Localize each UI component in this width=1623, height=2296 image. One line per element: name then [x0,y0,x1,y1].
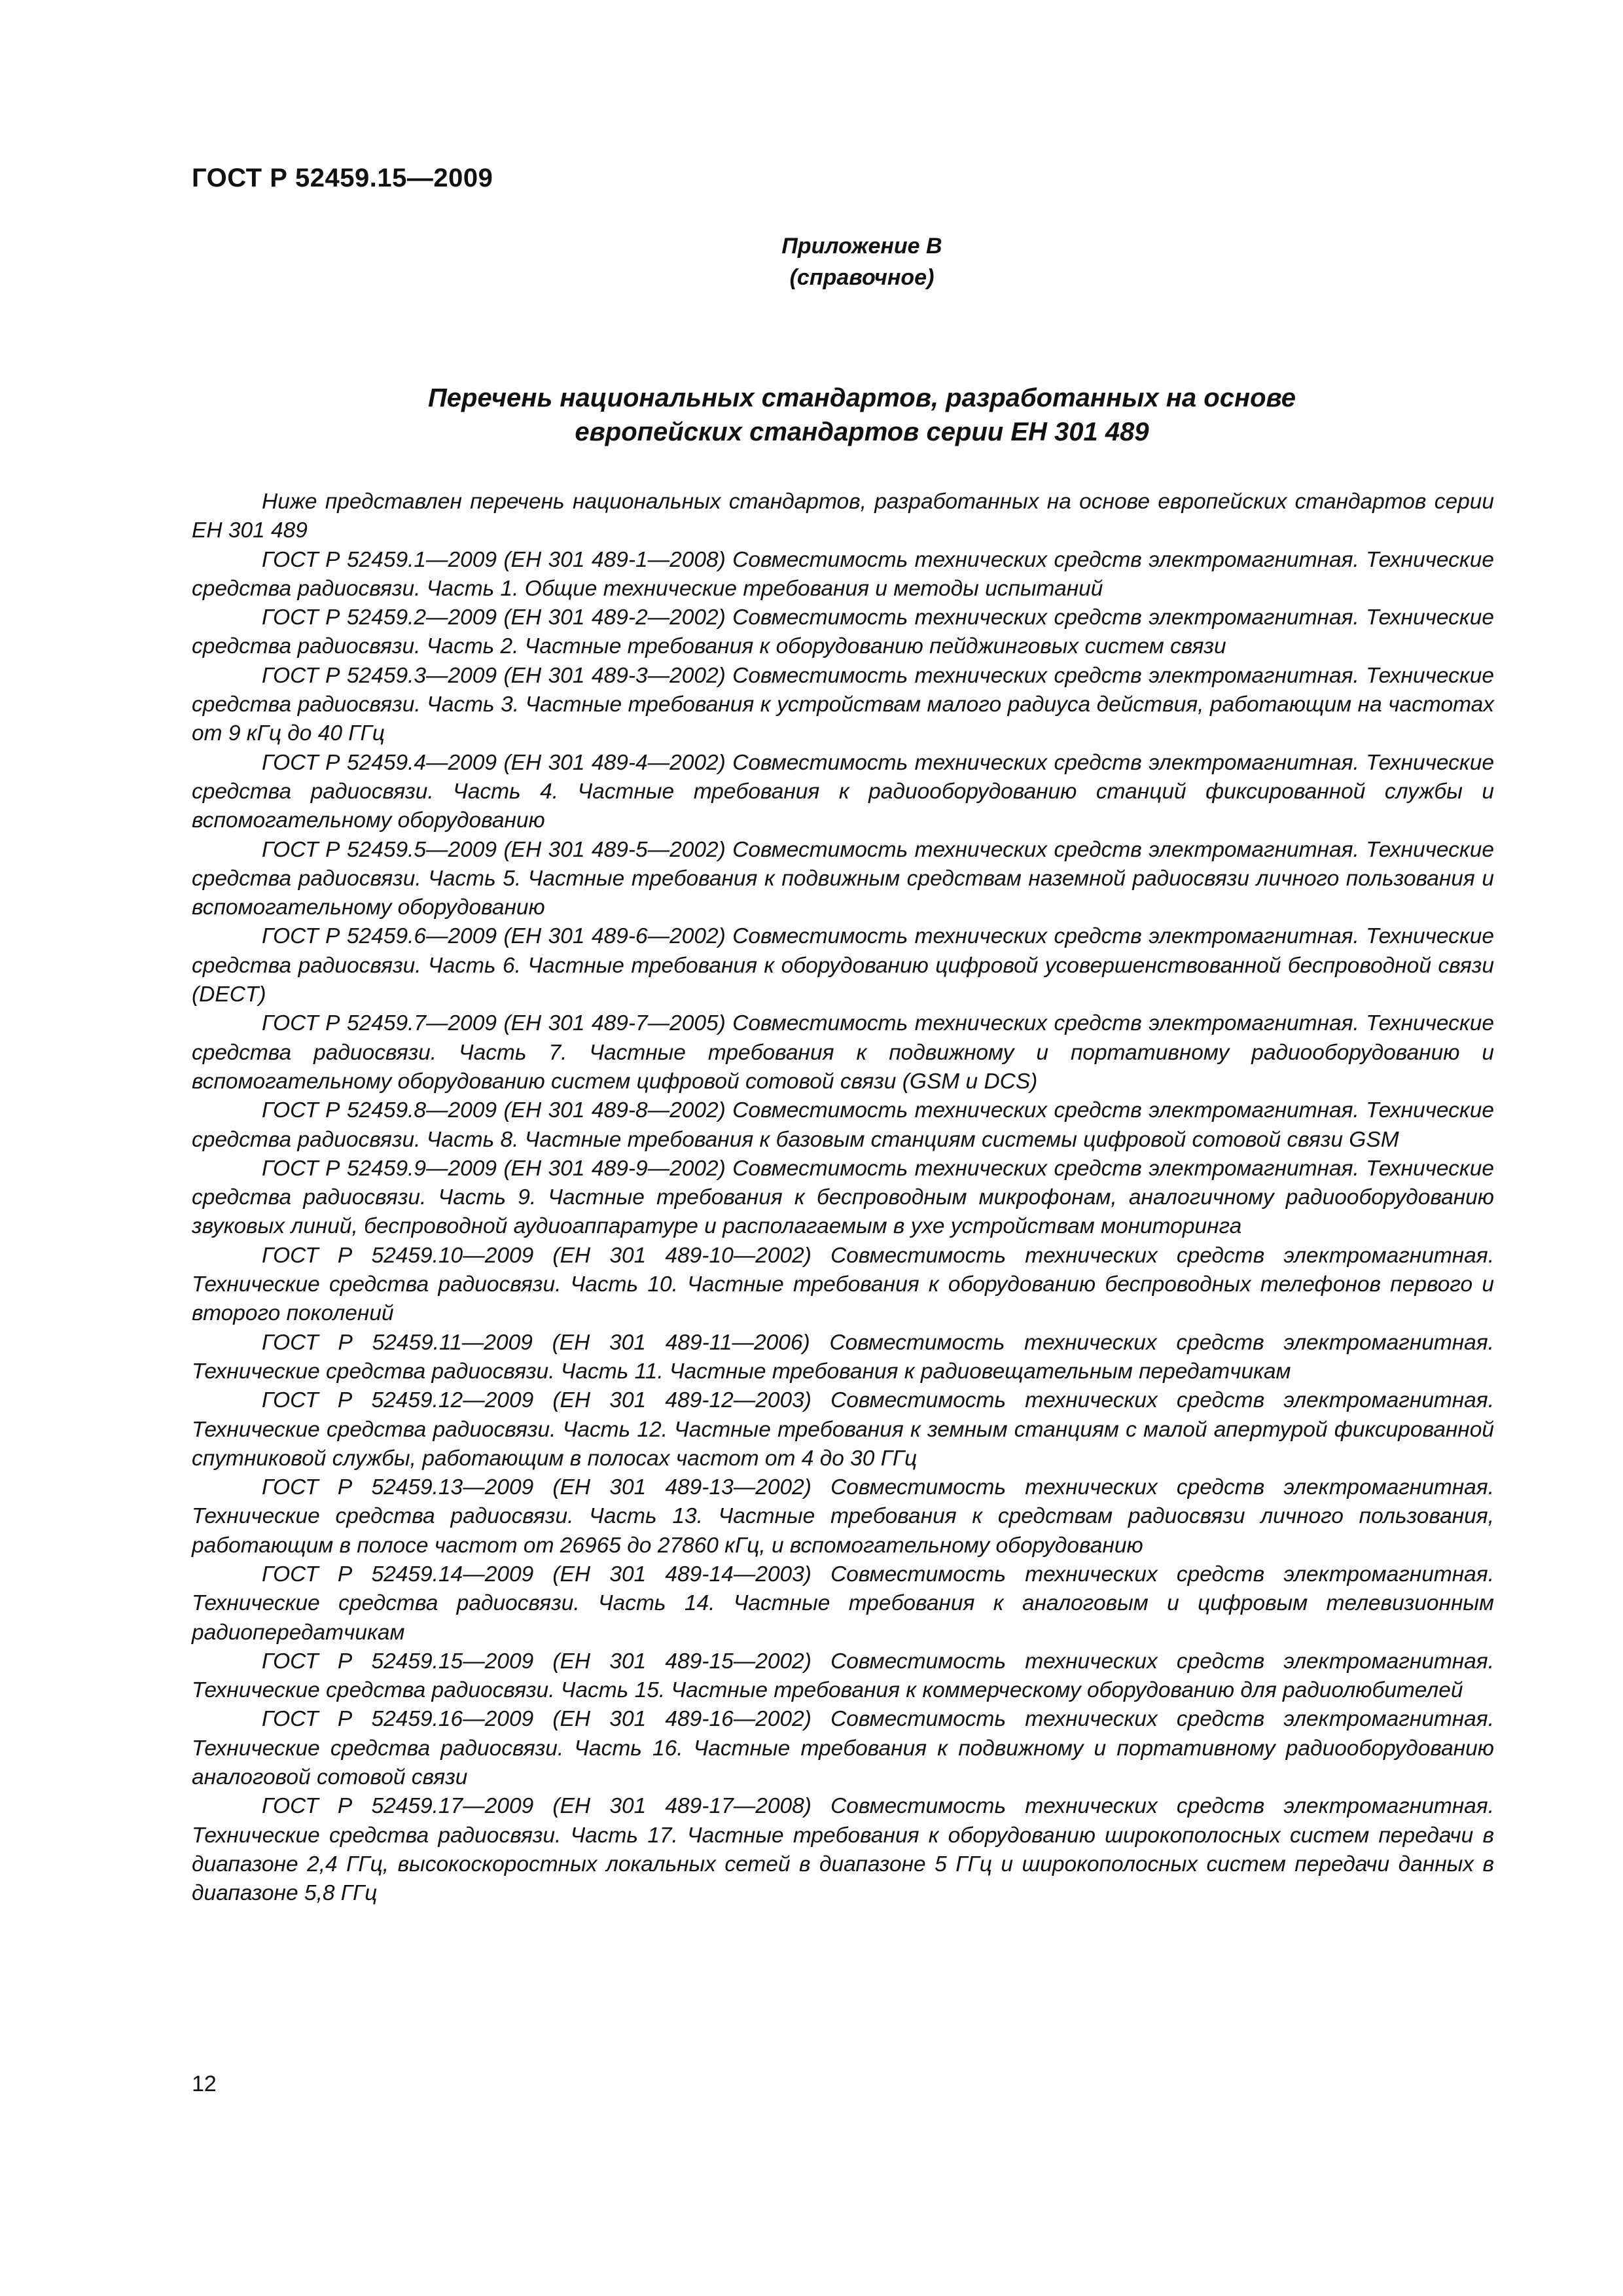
standard-entry: ГОСТ Р 52459.12—2009 (ЕН 301 489-12—2003) Совместимость технических средств электромагнитная. Технические средства радиосвязи. Часть 12. Частные требования к земным станциям с малой апертурой фиксированной спутниковой службы, работающим в полосах частот от 4 до 30 ГГц [192,1388,1494,1471]
appendix-label: Приложение В [781,234,942,259]
standards-list [192,488,1494,1909]
section-title-line-1: Перечень национальных стандартов, разработанных на основе [428,384,1296,412]
document-code-header: ГОСТ Р 52459.15—2009 [192,164,493,192]
standard-entry: ГОСТ Р 52459.16—2009 (ЕН 301 489-16—2002) Совместимость технических средств электромагнитная. Технические средства радиосвязи. Часть 16. Частные требования к подвижному и портативному радиооборудованию аналоговой сотовой связи [192,1707,1494,1790]
standard-entry: ГОСТ Р 52459.7—2009 (ЕН 301 489-7—2005) Совместимость технических средств электромагнитная. Технические средства радиосвязи. Часть 7. Частные требования к подвижному и портативному радиооборудованию и вспомогательному оборудованию систем цифровой сотовой связи (GSM и DCS) [192,1011,1494,1094]
intro-paragraph: Ниже представлен перечень национальных стандартов, разработанных на основе европейских стандартов серии ЕН 301 489 [192,490,1494,543]
section-title-line-2: европейских стандартов серии ЕН 301 489 [575,418,1149,446]
standard-entry: ГОСТ Р 52459.6—2009 (ЕН 301 489-6—2002) Совместимость технических средств электромагнитная. Технические средства радиосвязи. Часть 6. Частные требования к оборудованию цифровой усовершенствованной беспроводной связи (DECT) [192,924,1494,1007]
standard-entry: ГОСТ Р 52459.5—2009 (ЕН 301 489-5—2002) Совместимость технических средств электромагнитная. Технические средства радиосвязи. Часть 5. Частные требования к подвижным средствам наземной радиосвязи личного пользования и вспомогательному оборудованию [192,837,1494,920]
standard-entry: ГОСТ Р 52459.13—2009 (ЕН 301 489-13—2002) Совместимость технических средств электромагнитная. Технические средства радиосвязи. Часть 13. Частные требования к средствам радиосвязи личного пользования, работающим в полосе частот от 26965 до 27860 кГц, и вспомогательному оборудованию [192,1475,1494,1558]
standard-entry: ГОСТ Р 52459.17—2009 (ЕН 301 489-17—2008) Совместимость технических средств электромагнитная. Технические средства радиосвязи. Часть 17. Частные требования к оборудованию широкополосных систем передачи в диапазоне 2,4 ГГц, высокоскоростных локальных сетей в диапазоне 5 ГГц и широкополосных систем передачи данных в диапазоне 5,8 ГГц [192,1794,1494,1906]
page-number: 12 [192,2072,217,2096]
standard-entry: ГОСТ Р 52459.9—2009 (ЕН 301 489-9—2002) Совместимость технических средств электромагнитная. Технические средства радиосвязи. Часть 9. Частные требования к беспроводным микрофонам, аналогичному радиооборудованию звуковых линий, беспроводной аудиоаппаратуре и располагаемым в ухе устройствам мониторинга [192,1156,1494,1239]
standard-entry: ГОСТ Р 52459.10—2009 (ЕН 301 489-10—2002) Совместимость технических средств электромагнитная. Технические средства радиосвязи. Часть 10. Частные требования к оборудованию беспроводных телефонов первого и второго поколений [192,1243,1494,1326]
appendix-heading [0,230,1623,293]
standard-entry: ГОСТ Р 52459.3—2009 (ЕН 301 489-3—2002) Совместимость технических средств электромагнитная. Технические средства радиосвязи. Часть 3. Частные требования к устройствам малого радиуса действия, работающим на частотах от 9 кГц до 40 ГГц [192,663,1494,746]
standard-entry: ГОСТ Р 52459.2—2009 (ЕН 301 489-2—2002) Совместимость технических средств электромагнитная. Технические средства радиосвязи. Часть 2. Частные требования к оборудованию пейджинговых систем связи [192,605,1494,659]
section-title [0,381,1623,449]
standard-entry: ГОСТ Р 52459.15—2009 (ЕН 301 489-15—2002) Совместимость технических средств электромагнитная. Технические средства радиосвязи. Часть 15. Частные требования к коммерческому оборудованию для радиолюбителей [192,1649,1494,1703]
standard-entry: ГОСТ Р 52459.11—2009 (ЕН 301 489-11—2006) Совместимость технических средств электромагнитная. Технические средства радиосвязи. Часть 11. Частные требования к радиовещательным передатчикам [192,1330,1494,1384]
standard-entry: ГОСТ Р 52459.1—2009 (ЕН 301 489-1—2008) Совместимость технических средств электромагнитная. Технические средства радиосвязи. Часть 1. Общие технические требования и методы испытаний [192,547,1494,601]
standard-entry: ГОСТ Р 52459.4—2009 (ЕН 301 489-4—2002) Совместимость технических средств электромагнитная. Технические средства радиосвязи. Часть 4. Частные требования к радиооборудованию станций фиксированной службы и вспомогательному оборудованию [192,750,1494,833]
standard-entry: ГОСТ Р 52459.8—2009 (ЕН 301 489-8—2002) Совместимость технических средств электромагнитная. Технические средства радиосвязи. Часть 8. Частные требования к базовым станциям системы цифровой сотовой связи GSM [192,1098,1494,1152]
appendix-kind: (справочное) [789,265,935,290]
standard-entry: ГОСТ Р 52459.14—2009 (ЕН 301 489-14—2003) Совместимость технических средств электромагнитная. Технические средства радиосвязи. Часть 14. Частные требования к аналоговым и цифровым телевизионным радиопередатчикам [192,1562,1494,1645]
